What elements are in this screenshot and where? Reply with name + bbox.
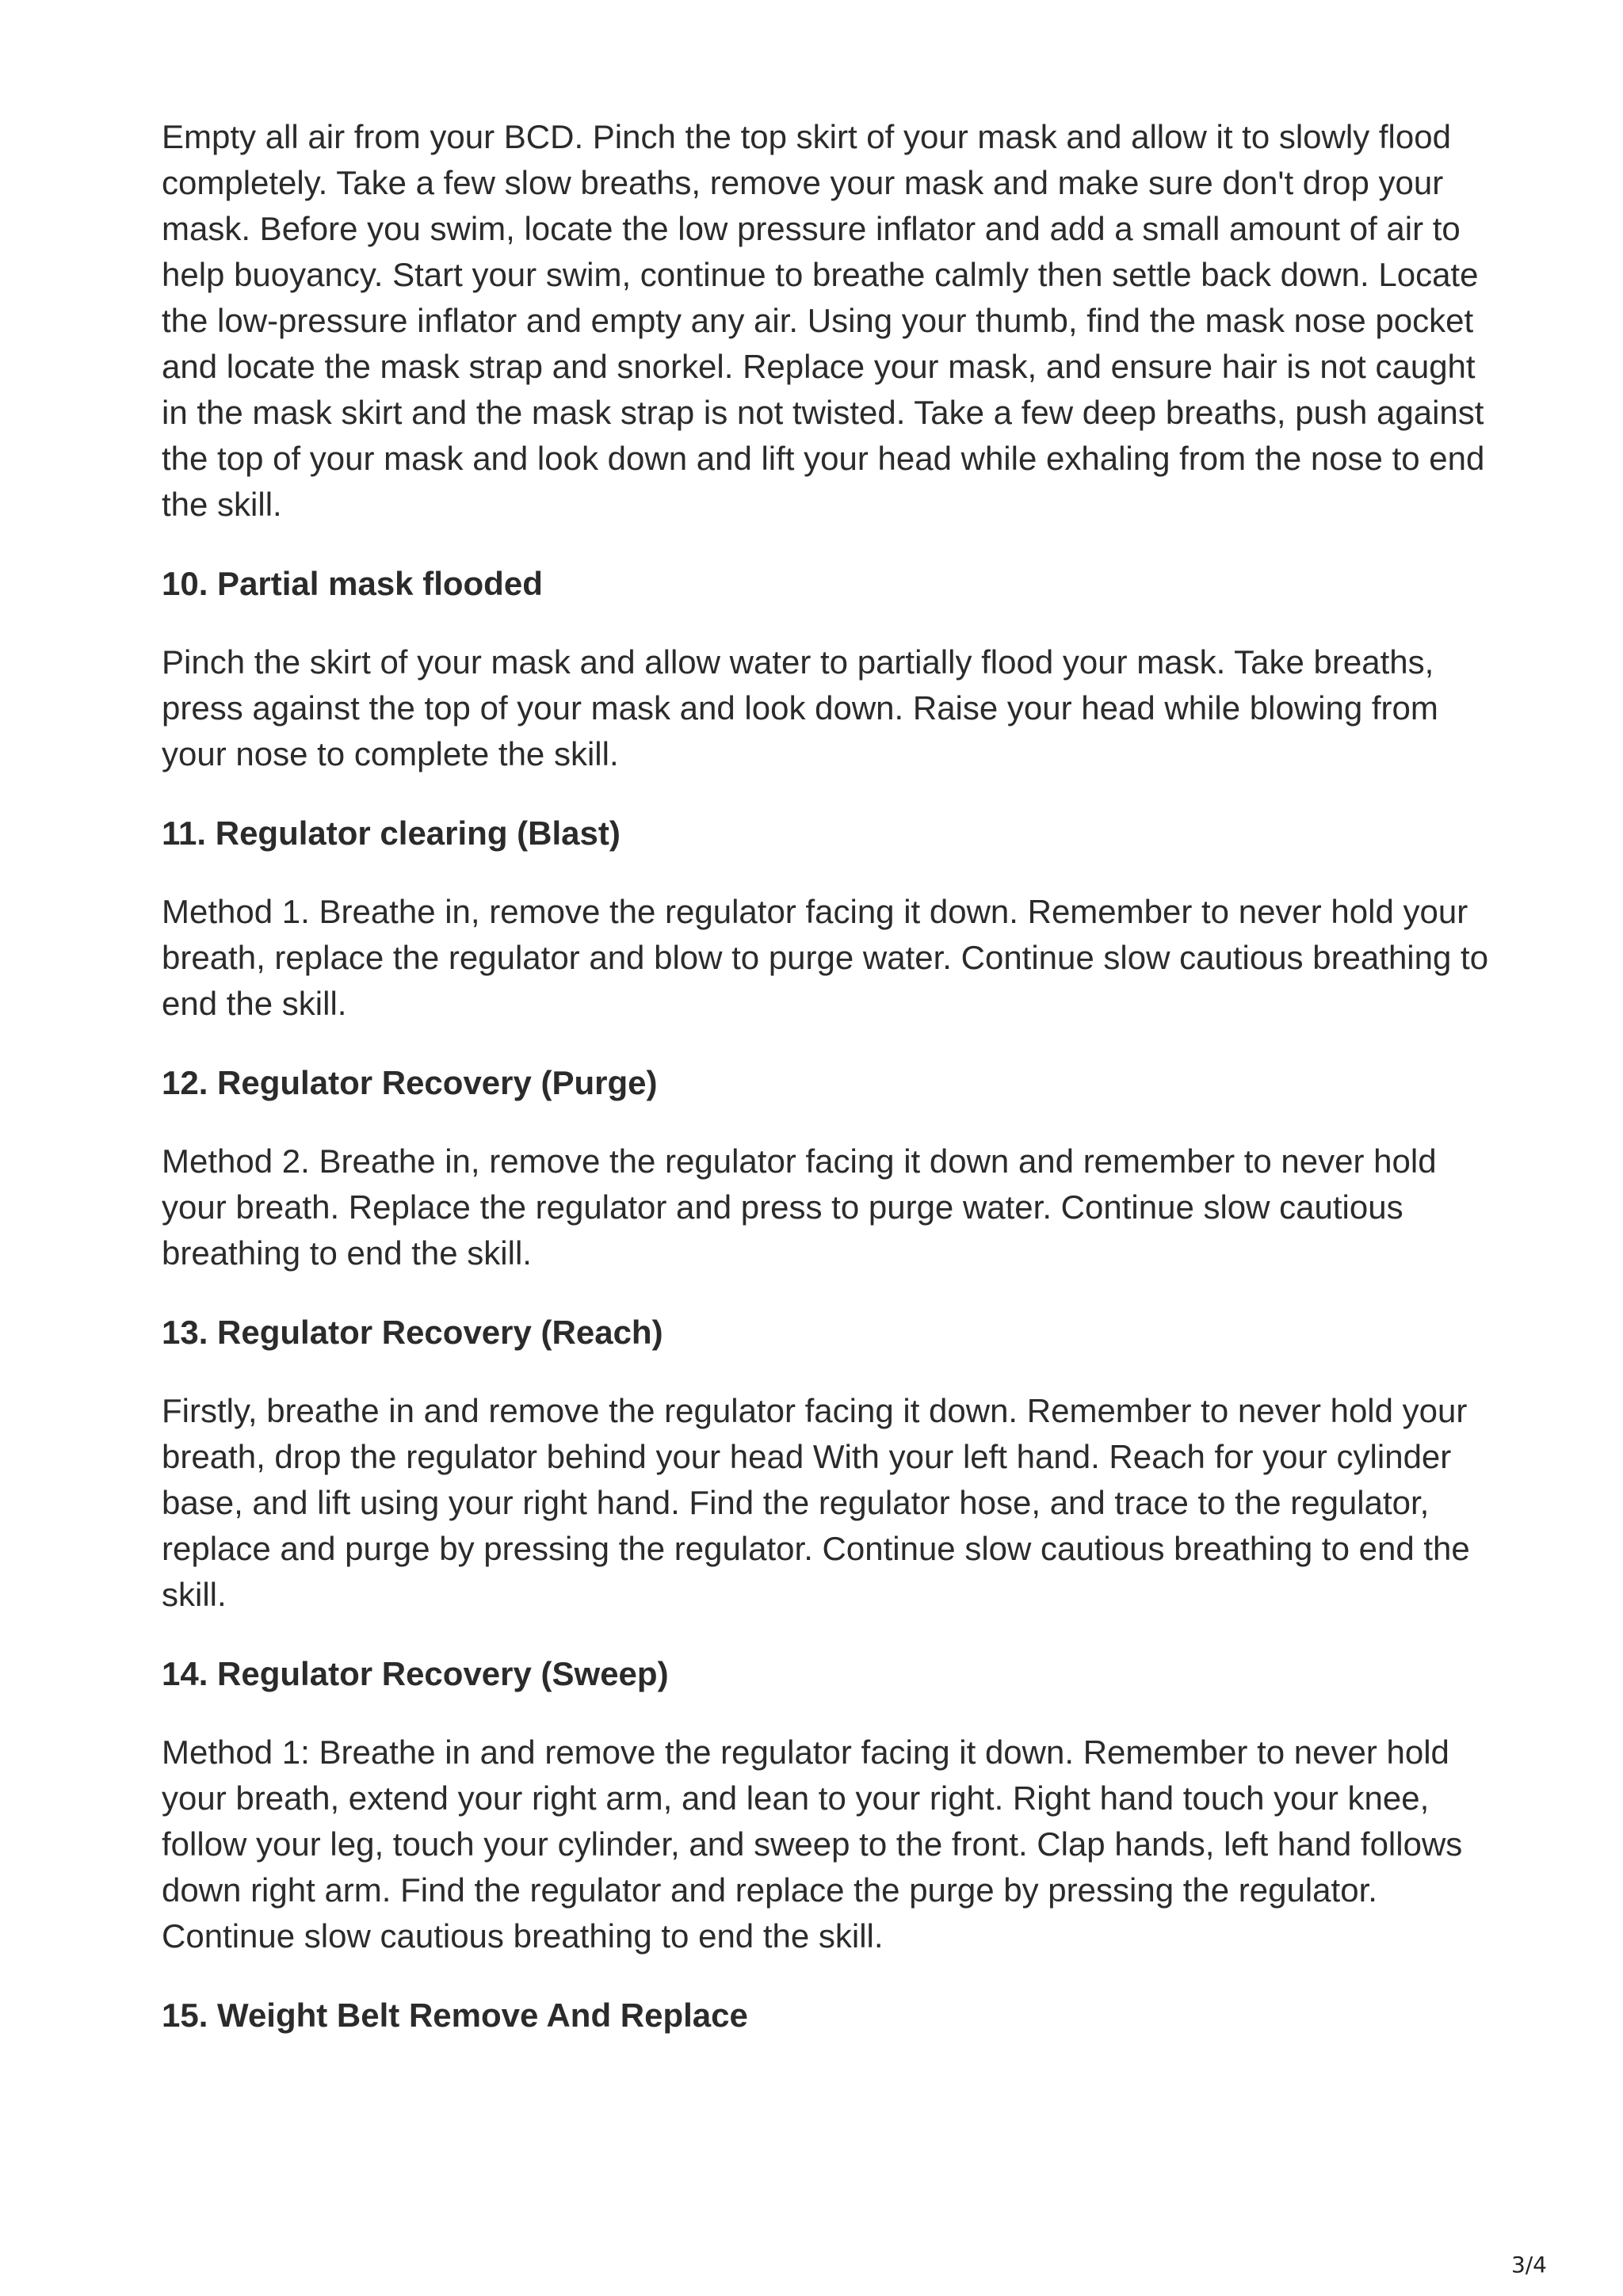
section-heading-14: 14. Regulator Recovery (Sweep) [162, 1655, 669, 1692]
section-body-11: Method 1. Breathe in, remove the regulator facing it down. Remember to never hold your breath, replace the regulator and blow to purge water. Continue slow cautious breathing to end the skill. [162, 893, 1489, 1022]
section-heading-10: 10. Partial mask flooded [162, 565, 543, 602]
section-body-13: Firstly, breathe in and remove the regulator facing it down. Remember to never hold your breath, drop the regulator behind your head With your left hand. Reach for your cylinder base, and lift using your right hand. Find the regulator hose, and trace to the regulator, replace and purge by pressing the regulator. Continue slow cautious breathing to end the skill. [162, 1392, 1470, 1613]
intro-paragraph: Empty all air from your BCD. Pinch the top skirt of your mask and allow it to slowly flood completely. Take a few slow breaths, remove your mask and make sure don't drop your mask. Before you swim, locate the low pressure inflator and add a small amount of air to help buoyancy. Start your swim, continue to breathe calmly then settle back down. Locate the low-pressure inflator and empty any air. Using your thumb, find the mask nose pocket and locate the mask strap and snorkel. Replace your mask, and ensure hair is not caught in the mask skirt and the mask strap is not twisted. Take a few deep breaths, push against the top of your mask and look down and lift your head while exhaling from the nose to end the skill. [162, 118, 1485, 523]
section-heading-12: 12. Regulator Recovery (Purge) [162, 1064, 658, 1101]
section-heading-13: 13. Regulator Recovery (Reach) [162, 1314, 663, 1351]
section-heading-11: 11. Regulator clearing (Blast) [162, 814, 621, 852]
section-heading-15: 15. Weight Belt Remove And Replace [162, 1997, 748, 2034]
page-number: 3/4 [1510, 2252, 1547, 2278]
section-body-14: Method 1: Breathe in and remove the regulator facing it down. Remember to never hold your breath, extend your right arm, and lean to your right. Right hand touch your knee, follow your leg, touch your cylinder, and sweep to the front. Clap hands, left hand follows down right arm. Find the regulator and replace the purge by pressing the regulator. Continue slow cautious breathing to end the skill. [162, 1733, 1463, 1955]
section-body-10: Pinch the skirt of your mask and allow water to partially flood your mask. Take breaths, press against the top of your mask and look down. Raise your head while blowing from your nose to complete the skill. [162, 643, 1438, 772]
section-body-12: Method 2. Breathe in, remove the regulator facing it down and remember to never hold your breath. Replace the regulator and press to purge water. Continue slow cautious breathing to end the skill. [162, 1142, 1437, 1272]
document-body [162, 0, 1493, 2039]
